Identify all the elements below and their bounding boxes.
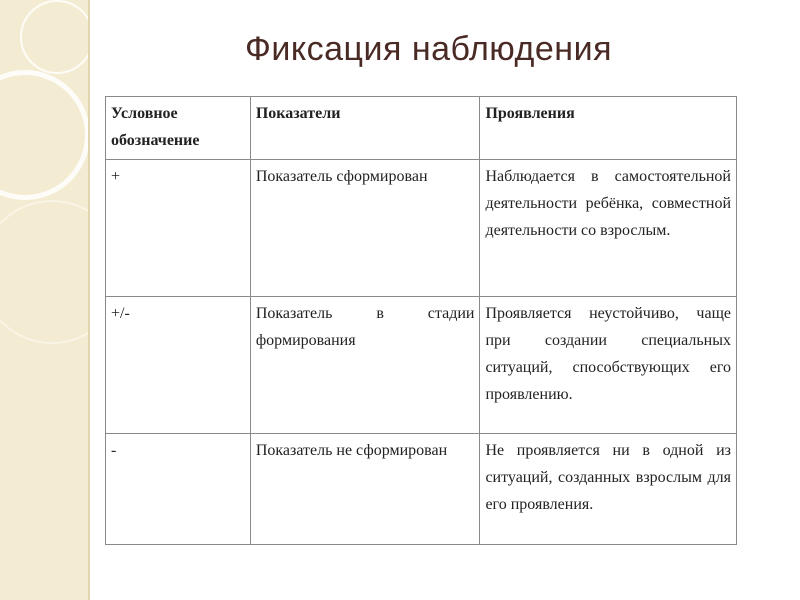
symbol-cell: -: [106, 434, 251, 545]
symbol-cell: +/-: [106, 297, 251, 434]
indicator-cell: Показатель не сформирован: [250, 434, 480, 545]
decorative-side-band: [0, 0, 88, 600]
decorative-circle: [20, 0, 94, 74]
table-header-row: [106, 97, 737, 160]
header-manifestations: Проявления: [480, 97, 737, 160]
indicator-cell: Показатель в стадии формирования: [250, 297, 480, 434]
table-row: [106, 297, 737, 434]
decorative-circle: [0, 70, 90, 200]
manifestation-cell: Проявляется неустойчиво, чаще при создании специальных ситуаций, способствующих его проявлению.: [480, 297, 737, 434]
header-indicators: Показатели: [250, 97, 480, 160]
header-symbol: Условное обозначение: [106, 97, 251, 160]
observation-table: [105, 96, 737, 545]
manifestation-cell: Не проявляется ни в одной из ситуаций, созданных взрослым для его проявления.: [480, 434, 737, 545]
indicator-cell: Показатель сформирован: [250, 160, 480, 297]
side-band-edge: [88, 0, 90, 600]
slide-title: Фиксация наблюдения: [245, 30, 612, 68]
symbol-cell: +: [106, 160, 251, 297]
table-row: [106, 434, 737, 545]
manifestation-cell: Наблюдается в самостоятельной деятельности ребёнка, совместной деятельности со взрослым.: [480, 160, 737, 297]
table-row: [106, 160, 737, 297]
